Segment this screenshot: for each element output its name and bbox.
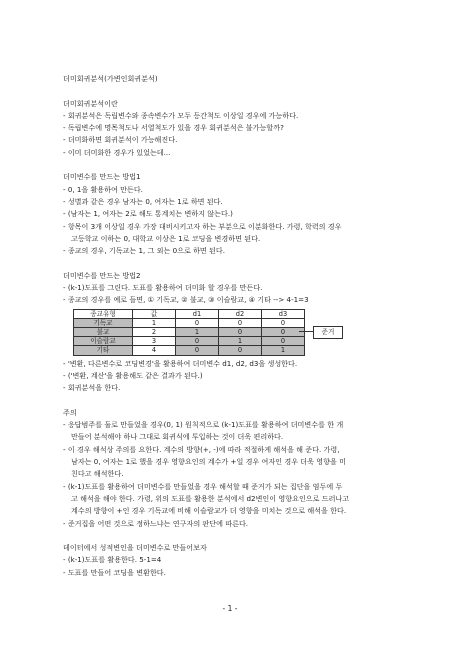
text-line: - 종교의 경우를 예로 들면, ① 기독교, ② 불교, ③ 이슬람교, ④ 기타 --> 4-1=3 [63, 295, 309, 305]
reference-connector-line [299, 331, 313, 332]
table-cell: 기독교 [74, 318, 133, 327]
table-cell: 0 [262, 337, 305, 346]
table-cell: 4 [133, 346, 176, 355]
table-cell: 0 [262, 318, 305, 327]
table-cell: 0 [176, 337, 219, 346]
table-cell: 불교 [74, 328, 133, 337]
table-header-cell: d2 [219, 309, 262, 318]
table-header-cell: 종교유형 [74, 309, 133, 318]
table-row [74, 346, 305, 355]
table-header-row [74, 309, 305, 318]
text-line: - (k-1)도표를 그린다. 도표를 활용하여 더미화 할 경우를 만든다. [63, 283, 263, 293]
section-heading: 더미변수를 만드는 방법2 [63, 270, 141, 280]
dummy-coding-table [73, 309, 305, 356]
text-line: 친다고 해석한다. [71, 469, 124, 479]
table-cell: 0 [176, 346, 219, 355]
table-row [74, 337, 305, 346]
section-heading: 데이터에서 성적변인을 더미변수로 만들어보자 [63, 543, 207, 553]
text-line: 만들어 분석해야 하나 그대로 회귀식에 투입하는 것이 더욱 편리하다. [71, 432, 284, 442]
table-header-cell: 값 [133, 309, 176, 318]
document-title: 더미회귀분석(가변인회귀분석) [63, 74, 158, 83]
text-line: - 준거집을 어떤 것으로 정하느냐는 연구자의 판단에 따른다. [63, 518, 249, 528]
table-cell: 기타 [74, 346, 133, 355]
table-header-cell: d3 [262, 309, 305, 318]
table-cell: 0 [219, 328, 262, 337]
text-line: 남자는 0, 여자는 1로 했을 경우 영향요인의 계수가 +일 경우 여자인 경우 더욱 영향을 미 [71, 457, 346, 467]
text-line: - 독립변수에 명목척도나 서열척도가 있을 경우 회귀분석은 불가능할까? [63, 123, 284, 133]
table-cell: 0 [176, 318, 219, 327]
table-cell: 1 [133, 318, 176, 327]
text-line: 고 해석을 해야 한다. 가령, 위의 도표를 활용한 분석에서 d2변인이 영향요인으로 드러나고 [71, 493, 350, 503]
text-line: - 이 경우 해석상 주의를 요한다. 계수의 방향(+, -)에 따라 적절하게 해석을 해 준다. 가령, [63, 444, 340, 454]
page-number: - 1 - [222, 604, 238, 613]
reference-note-box: 준거 [313, 326, 343, 339]
table-row [74, 318, 305, 327]
table-cell: 1 [262, 346, 305, 355]
text-line: - 성별과 같은 경우 남자는 0, 여자는 1로 하면 된다. [63, 196, 223, 206]
table-cell: 2 [133, 328, 176, 337]
text-line: 계수의 방향이 +인 경우 기독교에 비해 이슬람교가 더 영향을 미치는 것으로 해석을 한다. [71, 506, 347, 516]
table-cell: 1 [219, 337, 262, 346]
text-line: - 응답범주를 둘로 만들었을 경우(0, 1) 원칙적으로 (k-1)도표를 활용하여 더미변수를 한 개 [63, 420, 344, 430]
text-line: - 더미화하면 회귀분석이 가능해진다. [63, 135, 178, 145]
text-line: - '변환, 다른변수로 코딩변경'을 활용하여 더미변수 d1, d2, d3을 생성한다. [63, 358, 298, 368]
text-line: - 항목이 3개 이상일 경우 가장 대비시키고자 하는 부분으로 이분화한다. 가령, 학력의 경우 [63, 221, 342, 231]
section-heading: 더미회귀분석이란 [63, 98, 118, 108]
table-row [74, 328, 305, 337]
table-cell: 0 [219, 346, 262, 355]
text-line: - 종교의 경우, 기독교는 1, 그 외는 0으로 하면 된다. [63, 246, 225, 256]
table-header-cell: d1 [176, 309, 219, 318]
document-body [63, 73, 428, 579]
table-cell: 1 [176, 328, 219, 337]
table-cell: 이슬람교 [74, 337, 133, 346]
text-line: - (남자는 1, 여자는 2로 해도 통계치는 변하지 않는다.) [63, 209, 233, 219]
table-cell: 0 [262, 328, 305, 337]
table-cell: 3 [133, 337, 176, 346]
text-line: 고등학교 이하는 0, 대학교 이상은 1로 코딩을 변경하면 된다. [71, 233, 261, 243]
section-heading: 더미변수를 만드는 방법1 [63, 172, 141, 182]
text-line: - 회귀분석을 한다. [63, 383, 121, 393]
text-line: - (k-1)도표를 활용한다. 5-1=4 [63, 555, 162, 565]
text-line: - 회귀분석은 독립변수와 종속변수가 모두 등간척도 이상일 경우에 가능하다. [63, 110, 299, 120]
dummy-table-wrap [63, 309, 428, 356]
table-cell: 0 [219, 318, 262, 327]
section-heading: 주의 [63, 407, 77, 417]
text-line: - ('변환, 계산'을 활용해도 같은 결과가 된다.) [63, 370, 203, 380]
text-line: - 이미 더미화한 경우가 있었는데... [63, 147, 171, 157]
text-line: - (k-1)도표를 활용하여 더미변수를 만들었을 경우 해석할 때 준거가 되는 집단을 염두에 두 [63, 481, 343, 491]
text-line: - 도표를 만들어 코딩을 변환한다. [63, 567, 166, 577]
text-line: - 0, 1을 활용하여 만든다. [63, 184, 143, 194]
